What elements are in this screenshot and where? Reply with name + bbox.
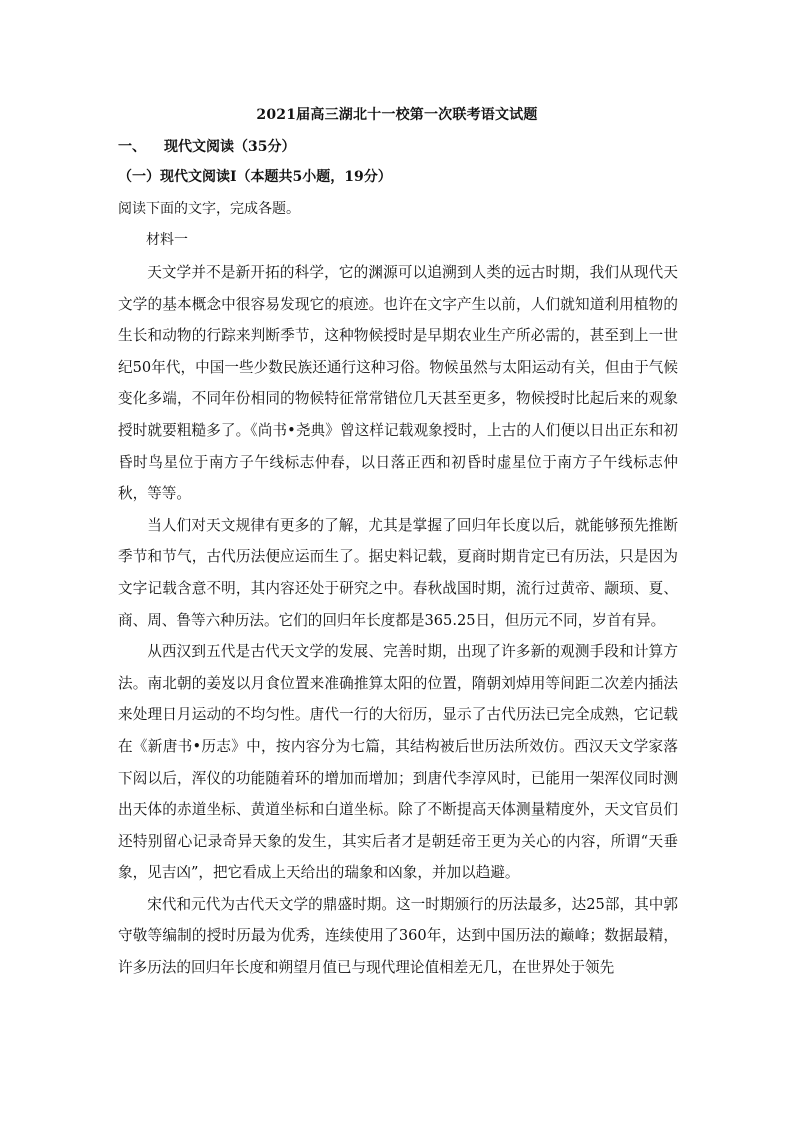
paragraph: 当人们对天文规律有更多的了解，尤其是掌握了回归年长度以后，就能够预先推断季节和节气，古代历法便应运而生了。据史料记载，夏商时期肯定已有历法，只是因为文字记载含意不明，其内容还处于研究之中。春秋战国时期，流行过黄帝、颛顼、夏、商、周、鲁等六种历法。它们的回归年长度都是365.25日，但历元不同，岁首有异。 bbox=[118, 516, 678, 629]
document-title: 2021届高三湖北十一校第一次联考语文试题 bbox=[256, 107, 538, 123]
paragraph: 宋代和元代为古代天文学的鼎盛时期。这一时期颁行的历法最多，达25部，其中郭守敬等编制的授时历最为优秀，连续使用了360年，达到中国历法的巅峰；数据最精，许多历法的回归年长度和朔望月值已与现代理论值相差无几，在世界处于领先 bbox=[118, 895, 678, 977]
section-number: 一、 bbox=[118, 139, 146, 155]
paragraph: 从西汉到五代是古代天文学的发展、完善时期，出现了许多新的观测手段和计算方法。南北朝的姜岌以月食位置来准确推算太阳的位置，隋朝刘焯用等间距二次差内插法来处理日月运动的不均匀性。唐代一行的大衍历，显示了古代历法已完全成熟，它记载在《新唐书•历志》中，按内容分为七篇，其结构被后世历法所效仿。西汉天文学家落下闳以后，浑仪的功能随着环的增加而增加；到唐代李淳风时，已能用一架浑仪同时测出天体的赤道坐标、黄道坐标和白道坐标。除了不断提高天体测量精度外，天文官员们还特别留心记录奇异天象的发生，其实后者才是朝廷帝王更为关心的内容，所谓“天垂象，见吉凶”，把它看成上天给出的瑞象和凶象，并加以趋避。 bbox=[118, 643, 678, 882]
section-label: 现代文阅读（35分） bbox=[164, 139, 296, 155]
reading-instruction: 阅读下面的文字，完成各题。 bbox=[118, 201, 300, 217]
material-label: 材料一 bbox=[146, 232, 188, 248]
paragraph: 天文学并不是新开拓的科学，它的渊源可以追溯到人类的远古时期，我们从现代天文学的基本概念中很容易发现它的痕迹。也许在文字产生以前，人们就知道利用植物的生长和动物的行踪来判断季节，这种物候授时是早期农业生产所必需的，甚至到上一世纪50年代，中国一些少数民族还通行这种习俗。物候虽然与太阳运动有关，但由于气候变化多端，不同年份相同的物候特征常常错位几天甚至更多，物候授时比起后来的观象授时就要粗糙多了。《尚书•尧典》曾这样记载观象授时，上古的人们便以日出正东和初昏时鸟星位于南方子午线标志仲春，以日落正西和初昏时虚星位于南方子午线标志仲秋，等等。 bbox=[118, 264, 678, 503]
section-heading bbox=[118, 136, 295, 156]
subsection-heading: （一）现代文阅读Ⅰ（本题共5小题，19分） bbox=[118, 169, 392, 185]
passage-body bbox=[118, 257, 678, 984]
